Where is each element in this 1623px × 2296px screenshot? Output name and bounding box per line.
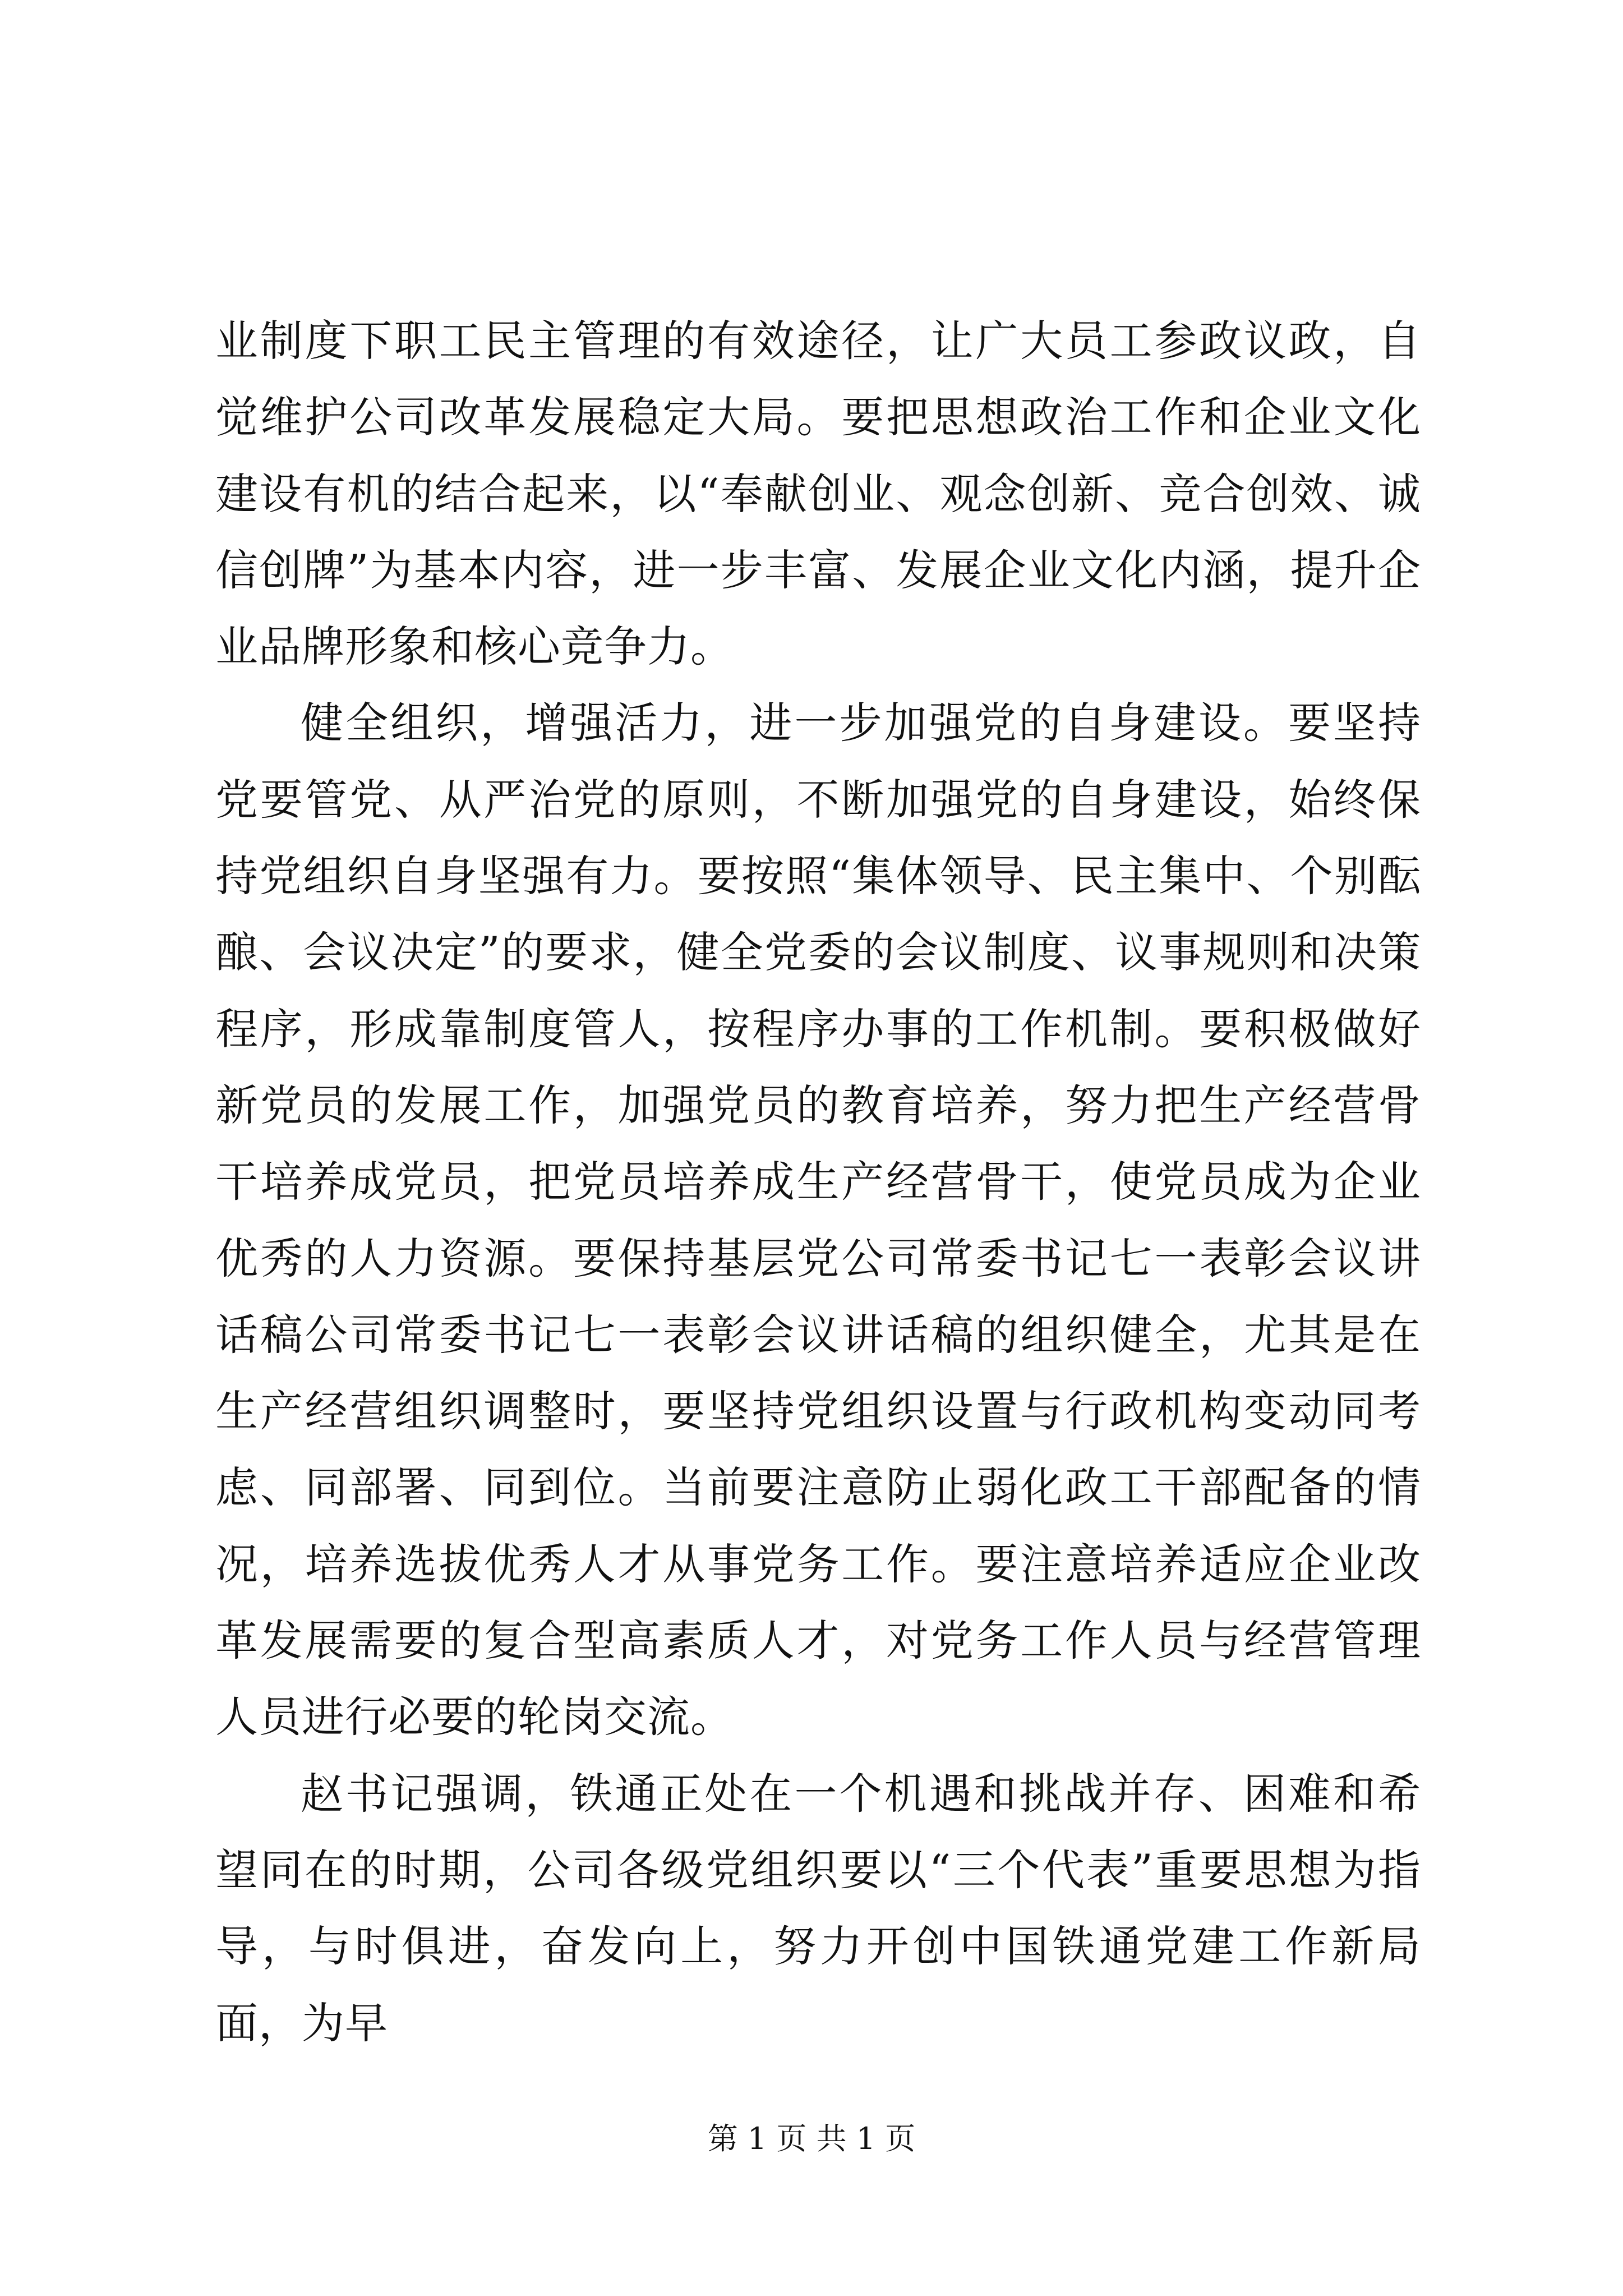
page-number-footer: 第 1 页 共 1 页 [707, 2121, 916, 2156]
paragraph-2: 健全组织，增强活力，进一步加强党的自身建设。要坚持党要管党、从严治党的原则，不断加强党的自身建设，始终保持党组织自身坚强有力。要按照“集体领导、民主集中、个别酝酿、会议决定”的要求，健全党委的会议制度、议事规则和决策程序，形成靠制度管人，按程序办事的工作机制。要积极做好新党员的发展工作，加强党员的教育培养，努力把生产经营骨干培养成党员，把党员培养成生产经营骨干，使党员成为企业优秀的人力资源。要保持基层党公司常委书记七一表彰会议讲话稿公司常委书记七一表彰会议讲话稿的组织健全，尤其是在生产经营组织调整时，要坚持党组织设置与行政机构变动同考虑、同部署、同到位。当前要注意防止弱化政工干部配备的情况，培养选拔优秀人才从事党务工作。要注意培养适应企业改革发展需要的复合型高素质人才，对党务工作人员与经营管理人员进行必要的轮岗交流。 [215, 698, 1421, 1742]
paragraph-3: 赵书记强调，铁通正处在一个机遇和挑战并存、困难和希望同在的时期，公司各级党组织要以“三个代表”重要思想为指导，与时俱进，奋发向上，努力开创中国铁通党建工作新局面，为早 [215, 1768, 1421, 2048]
paragraph-1: 业制度下职工民主管理的有效途径，让广大员工参政议政，自觉维护公司改革发展稳定大局。要把思想政治工作和企业文化建设有机的结合起来，以“奉献创业、观念创新、竞合创效、诚信创牌”为基本内容，进一步丰富、发展企业文化内涵，提升企业品牌形象和核心竞争力。 [215, 316, 1421, 672]
document-body [215, 303, 1421, 2062]
